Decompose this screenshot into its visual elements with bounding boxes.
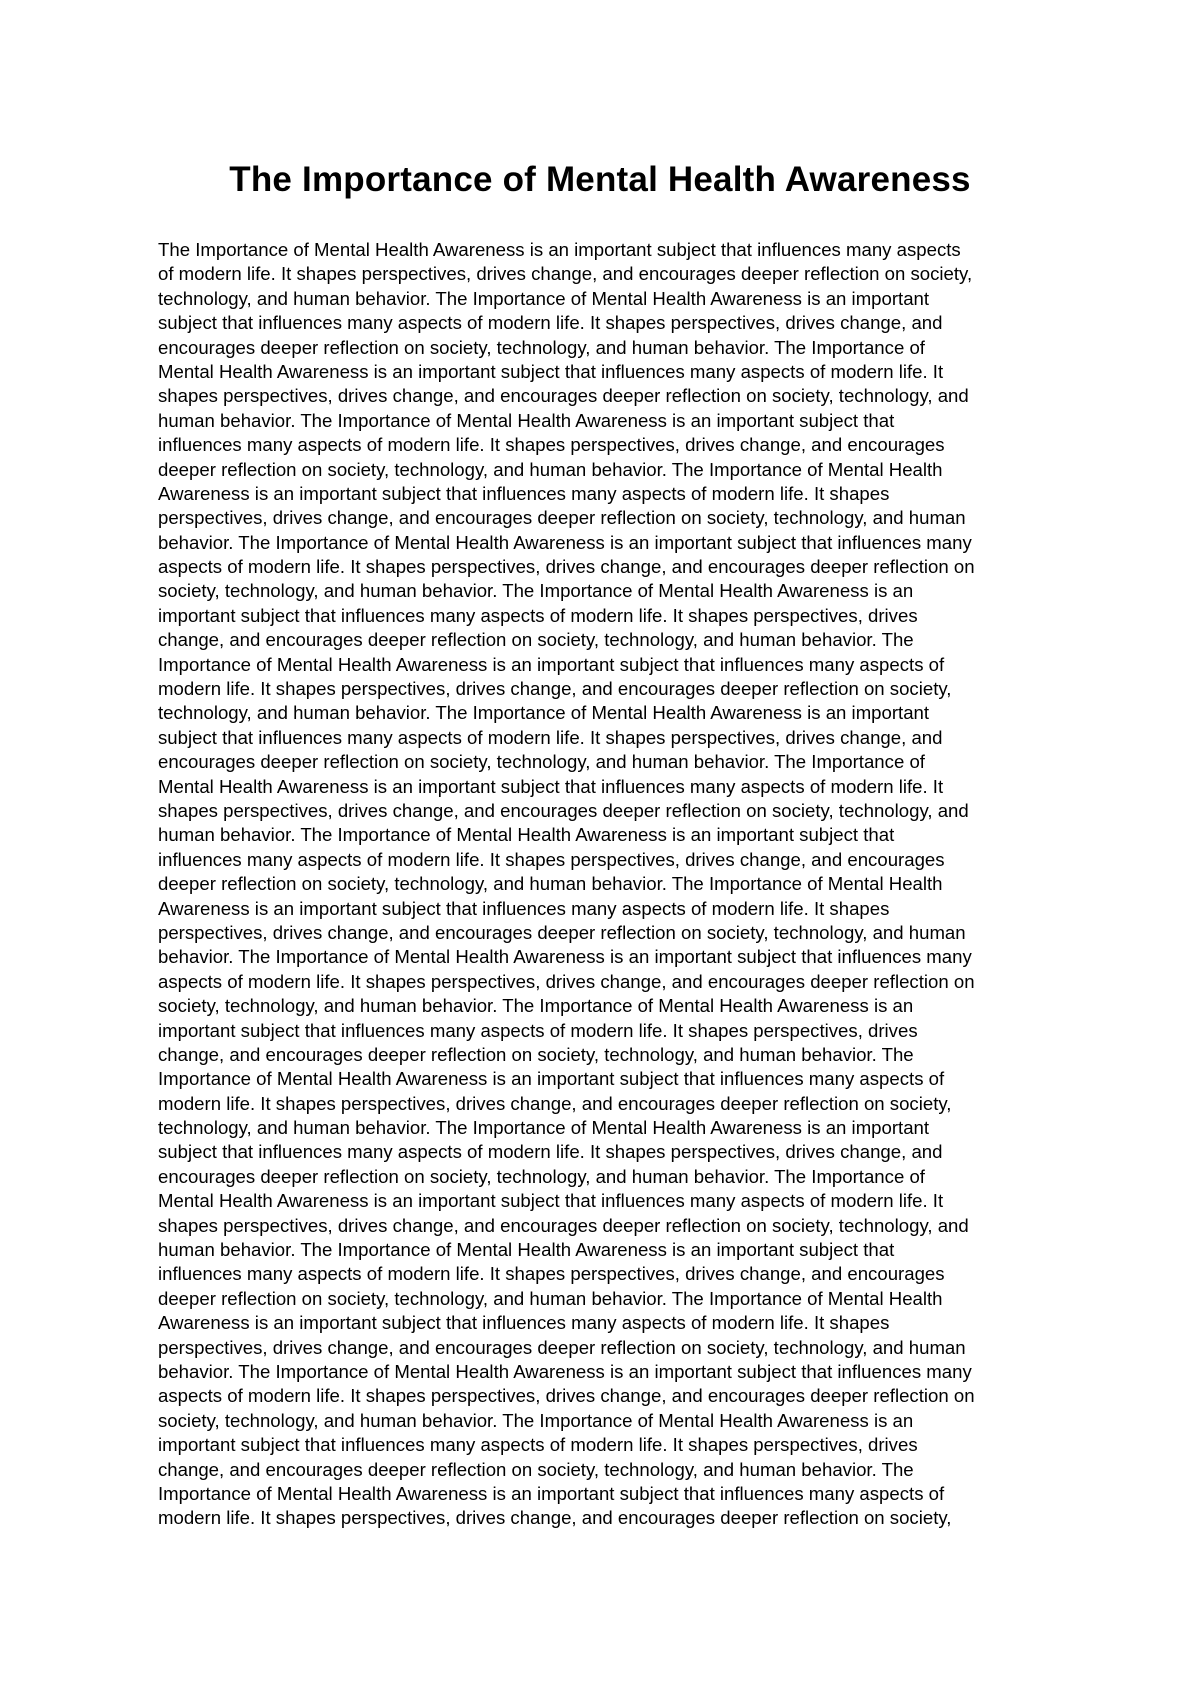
body-line: Mental Health Awareness is an important subject that influences many aspects of modern life. It: [158, 1190, 944, 1212]
body-line: important subject that influences many aspects of modern life. It shapes perspectives, drives: [158, 1019, 918, 1041]
body-line: technology, and human behavior. The Importance of Mental Health Awareness is an important: [158, 1117, 930, 1139]
body-line: behavior. The Importance of Mental Health Awareness is an important subject that influences many: [158, 531, 972, 553]
body-line: modern life. It shapes perspectives, drives change, and encourages deeper reflection on society,: [158, 678, 952, 700]
body-line: behavior. The Importance of Mental Health Awareness is an important subject that influences many: [158, 946, 972, 968]
body-line: change, and encourages deeper reflection on society, technology, and human behavior. The: [158, 1458, 914, 1480]
body-line: human behavior. The Importance of Mental Health Awareness is an important subject that: [158, 1239, 895, 1261]
body-line: important subject that influences many aspects of modern life. It shapes perspectives, drives: [158, 1434, 918, 1456]
body-line: aspects of modern life. It shapes perspectives, drives change, and encourages deeper reflection on: [158, 556, 975, 578]
body-line: society, technology, and human behavior. The Importance of Mental Health Awareness is an: [158, 995, 914, 1017]
body-line: aspects of modern life. It shapes perspectives, drives change, and encourages deeper reflection on: [158, 970, 975, 992]
body-line: society, technology, and human behavior. The Importance of Mental Health Awareness is an: [158, 1409, 914, 1431]
body-line: Mental Health Awareness is an important subject that influences many aspects of modern life. It: [158, 775, 944, 797]
body-line: shapes perspectives, drives change, and encourages deeper reflection on society, technology, and: [158, 799, 969, 821]
document-body: [158, 238, 1058, 1531]
body-line: The Importance of Mental Health Awareness is an important subject that influences many aspects: [158, 239, 961, 260]
body-line: Awareness is an important subject that influences many aspects of modern life. It shapes: [158, 897, 890, 919]
body-line: human behavior. The Importance of Mental Health Awareness is an important subject that: [158, 409, 895, 431]
body-line: shapes perspectives, drives change, and encourages deeper reflection on society, technology, and: [158, 1214, 969, 1236]
body-line: Importance of Mental Health Awareness is an important subject that influences many aspects of: [158, 1068, 945, 1090]
body-line: subject that influences many aspects of modern life. It shapes perspectives, drives change, and: [158, 1141, 943, 1163]
body-line: technology, and human behavior. The Importance of Mental Health Awareness is an important: [158, 287, 930, 309]
body-line: aspects of modern life. It shapes perspectives, drives change, and encourages deeper reflection on: [158, 1385, 975, 1407]
body-line: subject that influences many aspects of modern life. It shapes perspectives, drives change, and: [158, 312, 943, 334]
body-line: important subject that influences many aspects of modern life. It shapes perspectives, drives: [158, 604, 918, 626]
body-line: human behavior. The Importance of Mental Health Awareness is an important subject that: [158, 824, 895, 846]
body-line: society, technology, and human behavior. The Importance of Mental Health Awareness is an: [158, 580, 914, 602]
body-line: shapes perspectives, drives change, and encourages deeper reflection on society, technology, and: [158, 385, 969, 407]
body-line: subject that influences many aspects of modern life. It shapes perspectives, drives change, and: [158, 726, 943, 748]
body-line: modern life. It shapes perspectives, drives change, and encourages deeper reflection on society,: [158, 1092, 952, 1114]
body-line: influences many aspects of modern life. It shapes perspectives, drives change, and encourages: [158, 1263, 945, 1285]
document-title: The Importance of Mental Health Awareness: [229, 160, 971, 199]
body-line: technology, and human behavior. The Importance of Mental Health Awareness is an important: [158, 702, 930, 724]
body-line: change, and encourages deeper reflection on society, technology, and human behavior. The: [158, 629, 914, 651]
body-line: deeper reflection on society, technology, and human behavior. The Importance of Mental Health: [158, 458, 943, 480]
body-line: encourages deeper reflection on society, technology, and human behavior. The Importance of: [158, 751, 925, 773]
body-line: influences many aspects of modern life. It shapes perspectives, drives change, and encourages: [158, 434, 945, 456]
body-line: change, and encourages deeper reflection on society, technology, and human behavior. The: [158, 1043, 914, 1065]
body-line: behavior. The Importance of Mental Health Awareness is an important subject that influences many: [158, 1360, 972, 1382]
body-line: perspectives, drives change, and encourages deeper reflection on society, technology, and human: [158, 507, 966, 529]
body-line: perspectives, drives change, and encourages deeper reflection on society, technology, and human: [158, 921, 966, 943]
body-line: Awareness is an important subject that influences many aspects of modern life. It shapes: [158, 1312, 890, 1334]
body-line: deeper reflection on society, technology, and human behavior. The Importance of Mental Health: [158, 873, 943, 895]
body-line: encourages deeper reflection on society, technology, and human behavior. The Importance of: [158, 1165, 925, 1187]
body-line: modern life. It shapes perspectives, drives change, and encourages deeper reflection on society,: [158, 1507, 952, 1529]
body-line: Awareness is an important subject that influences many aspects of modern life. It shapes: [158, 482, 890, 504]
body-line: Importance of Mental Health Awareness is an important subject that influences many aspects of: [158, 1482, 945, 1504]
body-line: encourages deeper reflection on society, technology, and human behavior. The Importance of: [158, 336, 925, 358]
body-line: deeper reflection on society, technology, and human behavior. The Importance of Mental Health: [158, 1287, 943, 1309]
body-line: Importance of Mental Health Awareness is an important subject that influences many aspects of: [158, 653, 945, 675]
body-line: of modern life. It shapes perspectives, drives change, and encourages deeper reflection on society,: [158, 263, 973, 285]
body-line: perspectives, drives change, and encourages deeper reflection on society, technology, and human: [158, 1336, 966, 1358]
body-line: influences many aspects of modern life. It shapes perspectives, drives change, and encourages: [158, 848, 945, 870]
body-line: Mental Health Awareness is an important subject that influences many aspects of modern life. It: [158, 360, 944, 382]
